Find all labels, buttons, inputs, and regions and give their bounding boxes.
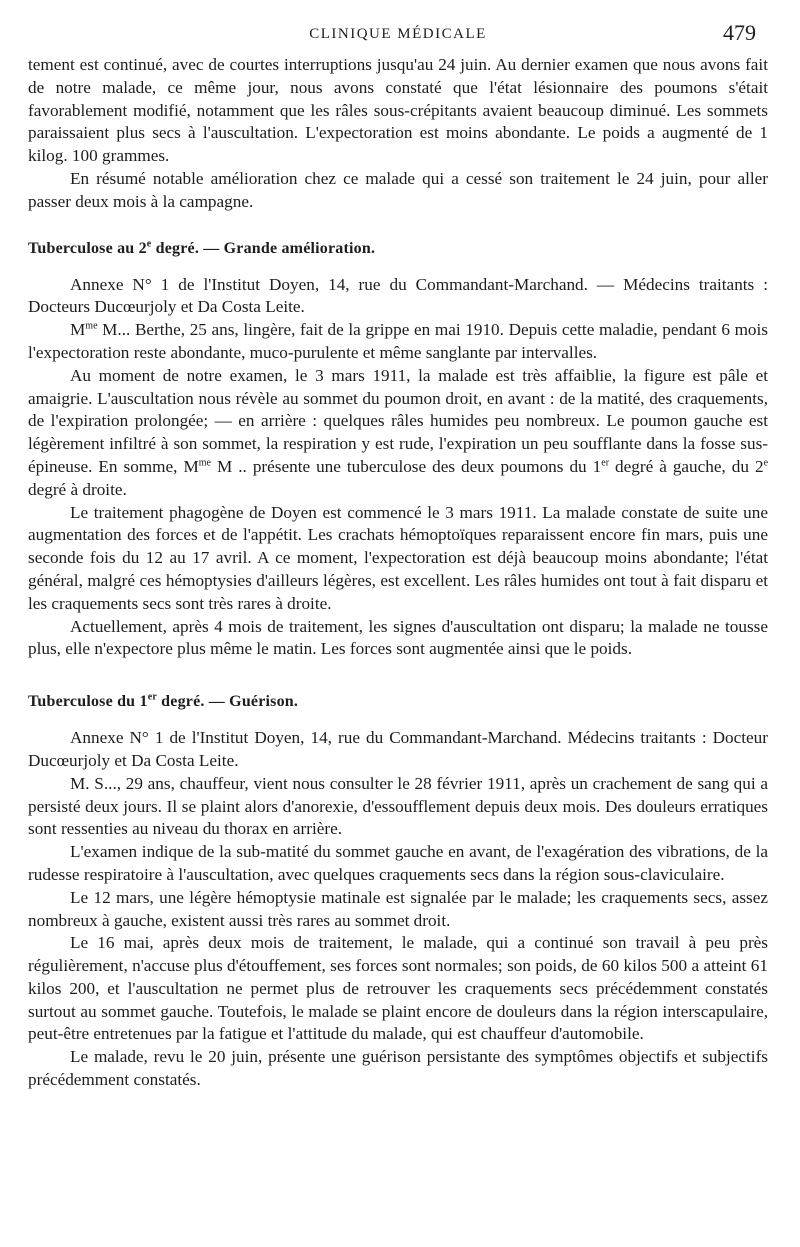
history-paragraph [28, 319, 768, 365]
page-number: 479 [723, 20, 756, 45]
text-run: M [70, 320, 86, 340]
superscript: me [198, 457, 211, 469]
text-run: Au moment de notre examen, le 3 mars 1911, la malade est très affaiblie, la figure est pâle et amaigrie. L'auscultation nous révèle au sommet du poumon droit, en avant : de la matité, des craquements, de l'expiration prolongée; — en arrière : quelques râles humides peu nombreux. Le poumon gauche est légèrement infiltré à son sommet, la respiration y est rude, l'expiration un peu soufflante dans la fosse sus-épineuse. En somme, M [28, 365, 768, 476]
continued-case [28, 54, 768, 214]
case-section-second-degree [28, 240, 768, 662]
treatment-paragraph: Le traitement phagogène de Doyen est commencé le 3 mars 1911. La malade constate de suite une augmentation des forces et de l'appétit. Les crachats hémoptoïques reparaissent encore fin mars, puis une seconde fois du 12 au 17 avril. A ce moment, l'expectoration est déjà beaucoup moins abondante; l'état général, malgré ces hémoptysies d'ailleurs légères, est excellent. Les râles humides ont tout à fait disparu et les craquements secs sont très rares à droite. [28, 502, 768, 613]
heading-text: degré. — Grande amélioration. [151, 239, 376, 257]
section-heading [28, 693, 768, 711]
section-heading [28, 240, 768, 258]
superscript: e [763, 457, 769, 469]
examination-paragraph: L'examen indique de la sub-matité du sommet gauche en avant, de l'exagération des vibrations, de la rudesse respiratoire à l'auscultation, avec quelques craquements secs dans la région sous-claviculaire. [28, 842, 768, 884]
treatment-paragraph: Le 16 mai, après deux mois de traitement, le malade, qui a continué son travail à peu près régulièrement, n'accuse plus d'étouffement, ses forces sont normales; son poids, de 60 kilos 500 a atteint 61 kilos 200, et l'auscultation ne permet plus de retrouver les craquements secs précédemment constatés surtout au sommet gauche. Toutefois, le malade se plaint encore de douleurs dans la région interscapulaire, peut-être entretenues par la fatigue et l'attitude du malade, qui est chauffeur d'automobile. [28, 933, 768, 1044]
outcome-paragraph: Le malade, revu le 20 juin, présente une guérison persistante des symptômes objectifs et subjectifs précédemment constatés. [28, 1047, 768, 1090]
summary-paragraph: En résumé notable amélioration chez ce malade qui a cessé son traitement le 24 juin, pour aller passer deux mois à la campagne. [28, 168, 768, 211]
heading-text: Tuberculose du 1 [28, 693, 148, 711]
hemoptysis-paragraph: Le 12 mars, une légère hémoptysie matinale est signalée par le malade; les craquements secs, assez nombreux à gauche, existent aussi très rares au sommet droit. [28, 887, 768, 930]
heading-superscript: e [146, 238, 152, 250]
running-head-title: CLINIQUE MÉDICALE [309, 26, 487, 42]
examination-paragraph [28, 365, 768, 502]
heading-superscript: er [147, 691, 157, 703]
running-head [28, 18, 768, 54]
superscript: er [601, 457, 610, 469]
history-paragraph: M. S..., 29 ans, chauffeur, vient nous consulter le 28 février 1911, après un crachement de sang qui a persisté deux jours. Il se plaint alors d'anorexie, d'essoufflement depuis deux mois. Des douleurs erratiques sont ressenties au niveau du thorax en arrière. [28, 773, 768, 839]
text-run: M .. présente une tuberculose des deux poumons du 1 [210, 456, 602, 476]
text-run: degré à gauche, du 2 [609, 456, 764, 476]
book-page [28, 18, 768, 1092]
annex-paragraph: Annexe N° 1 de l'Institut Doyen, 14, rue du Commandant-Marchand. Médecins traitants : Docteur Ducœurjoly et Da Costa Leite. [28, 728, 768, 770]
text-run: degré à droite. [28, 479, 127, 499]
heading-text: Tuberculose au 2 [28, 239, 147, 257]
annex-paragraph: Annexe N° 1 de l'Institut Doyen, 14, rue du Commandant-Marchand. — Médecins traitants : Docteurs Ducœurjoly et Da Costa Leite. [28, 274, 768, 317]
superscript: me [85, 320, 98, 332]
outcome-paragraph: Actuellement, après 4 mois de traitement, les signes d'auscultation ont disparu; la malade ne tousse plus, elle n'expectore plus même le matin. Les forces sont augmentée ainsi que le poids. [28, 616, 768, 659]
case-section-first-degree [28, 693, 768, 1092]
text-run: M... Berthe, 25 ans, lingère, fait de la grippe en mai 1910. Depuis cette maladie, pendant 6 mois l'expectoration reste abondante, muco-purulente et même sanglante par intervalles. [28, 320, 768, 362]
heading-text: degré. — Guérison. [156, 693, 299, 711]
continued-paragraph: tement est continué, avec de courtes interruptions jusqu'au 24 juin. Au dernier examen que nous avons fait de notre malade, ce même jour, nous avons constaté que l'état lésionnaire des poumons s'était favorablement modifié, notamment que les râles sous-crépitants avaient beaucoup diminué. Les sommets paraissaient plus secs à l'auscultation. L'expectoration est moins abondante. Le poids a augmenté de 1 kilog. 100 grammes. [28, 55, 768, 166]
